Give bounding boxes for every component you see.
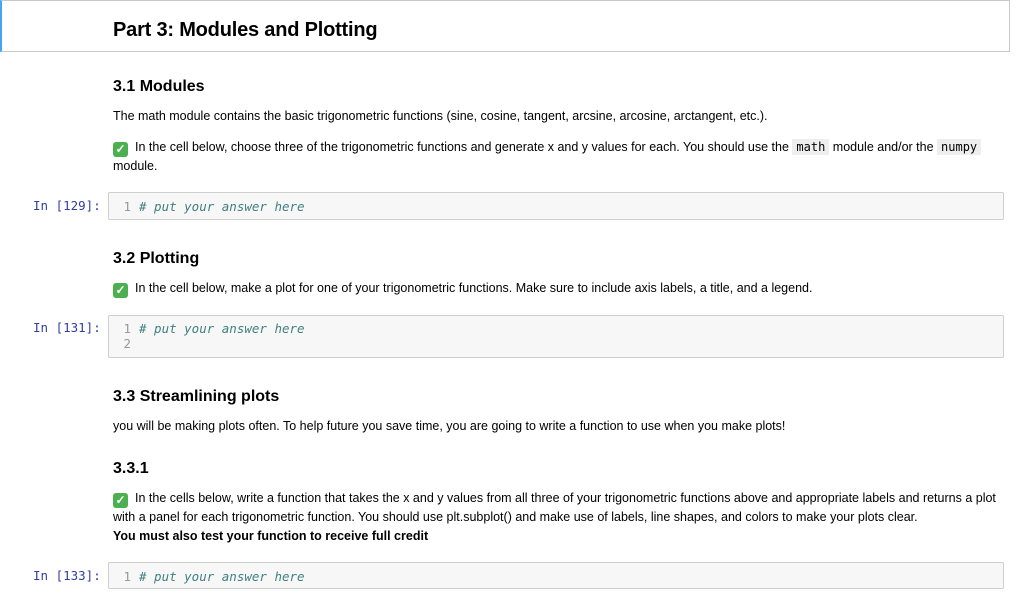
code-cell-editor[interactable]: 1 # put your answer here — [108, 192, 1004, 220]
streamlining-intro: you will be making plots often. To help future you save time, you are going to write a function to use when you make plots! — [113, 419, 786, 433]
numpy-code: numpy — [937, 139, 981, 155]
cell-prompt: In [133]: — [33, 568, 101, 583]
section-heading-3-3: 3.3 Streamlining plots — [113, 388, 280, 405]
section-heading-3-1: 3.1 Modules — [113, 78, 205, 95]
page-title: Part 3: Modules and Plotting — [113, 19, 378, 41]
check-box-icon: ✓ — [113, 142, 128, 157]
cell-prompt: In [131]: — [33, 320, 101, 335]
section-heading-3-3-1: 3.3.1 — [113, 460, 149, 477]
plotting-task: ✓ In the cell below, make a plot for one of your trigonometric functions. Make sure to include axis labels, a title, and a legend. — [113, 279, 998, 298]
check-box-icon: ✓ — [113, 493, 128, 508]
code-cell-editor[interactable]: 1 # put your answer here 2 — [108, 315, 1004, 358]
modules-intro: The math module contains the basic trigonometric functions (sine, cosine, tangent, arcsine, arcosine, arctangent, etc.). — [113, 109, 768, 123]
math-code: math — [792, 139, 829, 155]
section-heading-3-2: 3.2 Plotting — [113, 250, 200, 267]
check-box-icon: ✓ — [113, 283, 128, 298]
function-task: ✓ In the cells below, write a function that takes the x and y values from all three of your trigonometric functions above and appropriate labels and returns a plot with a panel for each trigonometric function. You should use plt.subplot() and make use of labels, line shapes, and colors to make your plots clear. You must also test your function to receive full credit — [113, 491, 996, 543]
cell-prompt: In [129]: — [33, 198, 101, 213]
credit-note: You must also test your function to receive full credit — [113, 529, 429, 543]
modules-task: ✓ In the cell below, choose three of the trigonometric functions and generate x and y values for each. You should use the math module and/or the numpy module. — [113, 138, 998, 176]
code-cell-editor[interactable]: 1 # put your answer here — [108, 562, 1004, 589]
